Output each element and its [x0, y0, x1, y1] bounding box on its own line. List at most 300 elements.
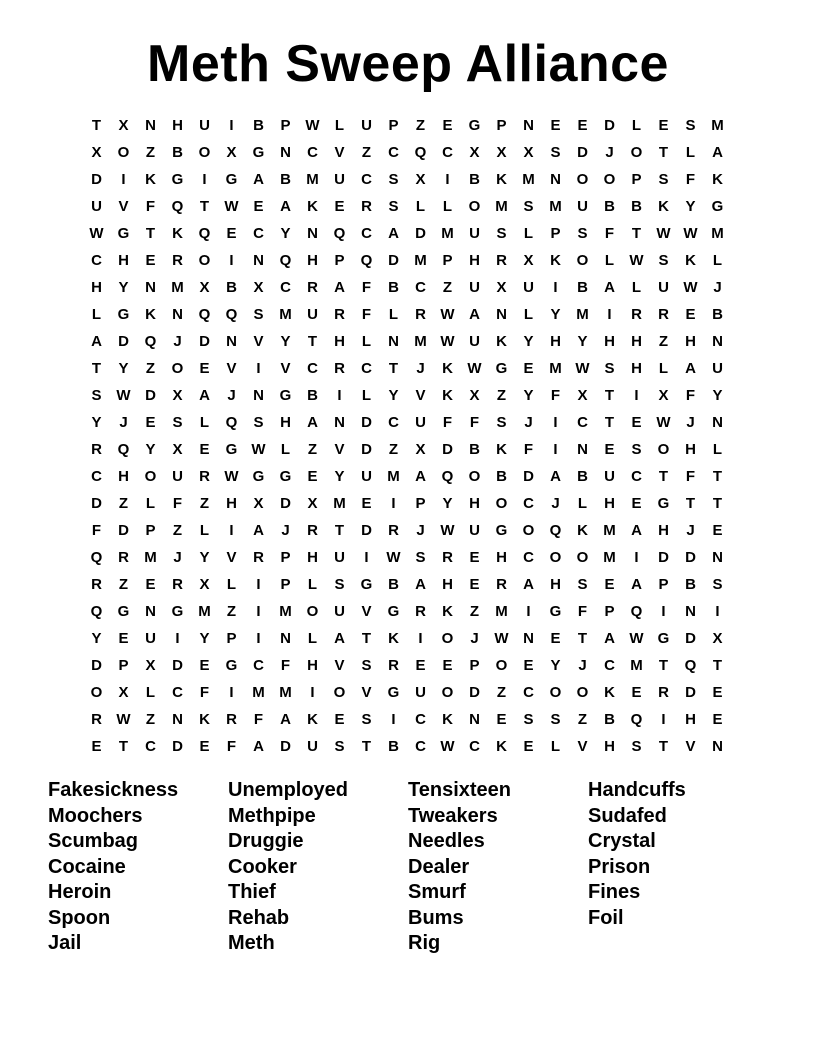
grid-letter: U — [523, 279, 534, 296]
grid-letter: E — [253, 198, 264, 215]
grid-letter: K — [199, 711, 210, 728]
grid-letter: F — [199, 684, 210, 701]
grid-letter: W — [440, 333, 455, 350]
grid-letter: V — [685, 738, 696, 755]
grid-letter: T — [118, 738, 129, 755]
grid-letter: O — [576, 171, 589, 188]
grid-letter: B — [631, 198, 642, 215]
grid-letter: R — [199, 468, 210, 485]
word-column — [408, 778, 588, 957]
grid-letter: Z — [577, 711, 588, 728]
grid-letter: G — [549, 603, 562, 620]
grid-letter: O — [441, 684, 454, 701]
grid-letter: T — [388, 360, 399, 377]
grid-letter: A — [523, 576, 534, 593]
grid-letter: P — [442, 252, 453, 269]
grid-letter: D — [658, 549, 669, 566]
grid-letter: W — [440, 738, 455, 755]
grid-letter: M — [144, 549, 157, 566]
grid-letter: A — [199, 387, 210, 404]
grid-letter: D — [685, 630, 696, 647]
grid-row — [83, 409, 731, 436]
grid-letter: X — [226, 144, 237, 161]
grid-letter: K — [388, 630, 399, 647]
grid-letter: C — [523, 495, 534, 512]
grid-letter: S — [550, 711, 561, 728]
grid-letter: H — [172, 117, 183, 134]
grid-letter: C — [172, 684, 183, 701]
grid-letter: H — [307, 549, 318, 566]
grid-letter: J — [173, 549, 182, 566]
grid-row — [83, 382, 731, 409]
grid-letter: M — [576, 306, 589, 323]
grid-letter: A — [415, 576, 426, 593]
grid-letter: H — [604, 333, 615, 350]
grid-letter: B — [577, 468, 588, 485]
grid-letter: Y — [550, 306, 561, 323]
grid-letter: Z — [361, 144, 372, 161]
grid-letter: O — [495, 495, 508, 512]
grid-letter: L — [388, 306, 399, 323]
grid-letter: N — [550, 171, 561, 188]
grid-letter: B — [604, 198, 615, 215]
grid-letter: Y — [280, 333, 291, 350]
grid-letter: Z — [145, 360, 156, 377]
grid-letter: N — [496, 306, 507, 323]
grid-letter: C — [415, 711, 426, 728]
grid-letter: A — [334, 279, 345, 296]
grid-letter: E — [550, 630, 561, 647]
grid-letter: B — [226, 279, 237, 296]
grid-letter: O — [576, 684, 589, 701]
grid-letter: S — [388, 171, 399, 188]
word-bank-item: Cooker — [228, 855, 297, 878]
grid-letter: N — [388, 333, 399, 350]
grid-letter: M — [441, 225, 454, 242]
grid-letter: X — [415, 171, 426, 188]
grid-letter: O — [549, 684, 562, 701]
grid-letter: H — [91, 279, 102, 296]
grid-letter: L — [307, 576, 318, 593]
grid-letter: L — [361, 387, 372, 404]
grid-letter: W — [116, 387, 131, 404]
grid-letter: Z — [145, 711, 156, 728]
grid-letter: J — [173, 333, 182, 350]
grid-letter: A — [631, 522, 642, 539]
grid-letter: E — [469, 549, 480, 566]
grid-letter: K — [550, 252, 561, 269]
grid-letter: I — [256, 630, 261, 647]
grid-letter: C — [388, 144, 399, 161]
grid-letter: W — [629, 630, 644, 647]
grid-letter: O — [495, 657, 508, 674]
grid-letter: Q — [198, 306, 211, 323]
grid-letter: U — [415, 414, 426, 431]
grid-row — [83, 112, 731, 139]
grid-letter: G — [171, 171, 184, 188]
grid-letter: O — [603, 171, 616, 188]
grid-letter: S — [523, 198, 534, 215]
grid-letter: L — [604, 252, 615, 269]
grid-letter: W — [251, 441, 266, 458]
grid-letter: W — [116, 711, 131, 728]
grid-letter: H — [631, 360, 642, 377]
grid-letter: H — [442, 576, 453, 593]
grid-letter: Y — [442, 495, 453, 512]
grid-letter: S — [415, 549, 426, 566]
grid-letter: E — [334, 711, 345, 728]
grid-letter: S — [658, 171, 669, 188]
grid-letter: C — [361, 360, 372, 377]
grid-letter: G — [387, 684, 400, 701]
grid-letter: G — [171, 603, 184, 620]
grid-letter: F — [361, 306, 372, 323]
grid-letter: V — [280, 360, 291, 377]
grid-letter: D — [415, 225, 426, 242]
grid-letter: S — [577, 576, 588, 593]
grid-letter: K — [712, 171, 723, 188]
grid-letter: T — [604, 414, 615, 431]
grid-letter: P — [145, 522, 156, 539]
grid-letter: G — [495, 360, 508, 377]
grid-letter: L — [145, 684, 156, 701]
grid-letter: A — [604, 630, 615, 647]
word-bank-item: Fines — [588, 881, 641, 903]
grid-letter: P — [469, 657, 480, 674]
grid-letter: I — [364, 549, 369, 566]
grid-letter: N — [145, 117, 156, 134]
word-bank-item: Meth — [228, 932, 275, 954]
grid-row — [83, 490, 731, 517]
grid-letter: O — [468, 198, 481, 215]
grid-letter: M — [603, 522, 616, 539]
grid-letter: L — [631, 117, 642, 134]
grid-letter: E — [550, 117, 561, 134]
grid-letter: L — [442, 198, 453, 215]
word-bank-item: Rehab — [228, 906, 290, 929]
grid-letter: Z — [118, 576, 129, 593]
grid-letter: S — [172, 414, 183, 431]
word-bank-item: Spoon — [48, 906, 111, 929]
grid-row — [83, 706, 731, 733]
word-bank-item: Handcuffs — [588, 779, 686, 801]
grid-letter: O — [333, 684, 346, 701]
grid-letter: R — [442, 549, 453, 566]
grid-letter: T — [361, 630, 372, 647]
grid-letter: T — [685, 495, 696, 512]
grid-letter: Q — [90, 549, 103, 566]
grid-letter: D — [685, 549, 696, 566]
grid-letter: S — [631, 738, 642, 755]
grid-letter: N — [712, 738, 723, 755]
grid-letter: E — [361, 495, 372, 512]
grid-letter: D — [685, 684, 696, 701]
grid-letter: H — [685, 441, 696, 458]
grid-letter: M — [549, 360, 562, 377]
grid-letter: T — [91, 117, 102, 134]
grid-letter: P — [550, 225, 561, 242]
grid-letter: E — [118, 630, 129, 647]
grid-letter: A — [550, 468, 561, 485]
grid-letter: D — [91, 171, 102, 188]
grid-letter: A — [307, 414, 318, 431]
word-bank-item: Crystal — [588, 830, 656, 852]
grid-letter: C — [253, 657, 264, 674]
grid-letter: X — [415, 441, 426, 458]
grid-letter: R — [658, 684, 669, 701]
grid-letter: I — [634, 549, 639, 566]
grid-letter: H — [307, 252, 318, 269]
grid-letter: L — [91, 306, 102, 323]
grid-letter: N — [577, 441, 588, 458]
grid-letter: M — [711, 117, 724, 134]
grid-letter: U — [658, 279, 669, 296]
grid-letter: Z — [415, 117, 426, 134]
grid-letter: X — [496, 144, 507, 161]
grid-letter: D — [172, 657, 183, 674]
grid-letter: Z — [388, 441, 399, 458]
grid-letter: K — [496, 441, 507, 458]
grid-letter: Q — [117, 441, 130, 458]
grid-letter: U — [361, 117, 372, 134]
grid-letter: L — [523, 225, 534, 242]
grid-letter: H — [334, 333, 345, 350]
grid-row — [83, 436, 731, 463]
grid-letter: C — [415, 738, 426, 755]
grid-letter: E — [631, 414, 642, 431]
grid-letter: D — [91, 657, 102, 674]
grid-letter: M — [333, 495, 346, 512]
grid-letter: K — [442, 387, 453, 404]
grid-row — [83, 463, 731, 490]
grid-letter: R — [253, 549, 264, 566]
grid-letter: D — [442, 441, 453, 458]
grid-letter: C — [523, 549, 534, 566]
grid-letter: V — [361, 684, 372, 701]
grid-letter: S — [91, 387, 102, 404]
grid-letter: O — [198, 252, 211, 269]
grid-letter: K — [442, 711, 453, 728]
grid-letter: Y — [118, 360, 129, 377]
grid-row — [83, 193, 731, 220]
grid-letter: R — [307, 279, 318, 296]
grid-letter: O — [441, 630, 454, 647]
grid-letter: U — [604, 468, 615, 485]
grid-letter: L — [145, 495, 156, 512]
grid-letter: V — [253, 333, 264, 350]
grid-letter: D — [361, 414, 372, 431]
grid-letter: T — [577, 630, 588, 647]
grid-letter: P — [334, 252, 345, 269]
grid-letter: B — [307, 387, 318, 404]
grid-letter: E — [145, 252, 156, 269]
grid-letter: R — [334, 360, 345, 377]
word-bank-item: Sudafed — [588, 804, 667, 827]
grid-letter: N — [685, 603, 696, 620]
grid-letter: D — [199, 333, 210, 350]
grid-letter: J — [281, 522, 290, 539]
grid-letter: Z — [469, 603, 480, 620]
grid-letter: F — [685, 387, 696, 404]
grid-letter: V — [334, 657, 345, 674]
grid-letter: H — [118, 468, 129, 485]
grid-letter: X — [145, 657, 156, 674]
grid-letter: M — [279, 306, 292, 323]
grid-row — [83, 625, 731, 652]
grid-letter: T — [658, 468, 669, 485]
grid-letter: B — [253, 117, 264, 134]
grid-letter: D — [523, 468, 534, 485]
grid-row — [83, 166, 731, 193]
grid-letter: A — [91, 333, 102, 350]
grid-letter: S — [388, 198, 399, 215]
word-bank-item: Bums — [408, 906, 464, 929]
grid-letter: B — [604, 711, 615, 728]
grid-letter: M — [387, 468, 400, 485]
grid-letter: X — [118, 117, 129, 134]
grid-letter: U — [172, 468, 183, 485]
grid-letter: H — [550, 333, 561, 350]
grid-letter: M — [495, 198, 508, 215]
grid-letter: C — [523, 684, 534, 701]
grid-letter: G — [225, 657, 238, 674]
grid-letter: W — [224, 198, 239, 215]
grid-letter: Y — [388, 387, 399, 404]
grid-letter: I — [202, 171, 207, 188]
grid-letter: R — [496, 252, 507, 269]
word-bank-item: Tweakers — [408, 804, 498, 827]
letter-grid — [83, 112, 731, 760]
grid-letter: T — [307, 333, 318, 350]
grid-letter: H — [685, 711, 696, 728]
grid-letter: U — [307, 306, 318, 323]
grid-letter: R — [172, 576, 183, 593]
grid-letter: D — [361, 522, 372, 539]
grid-letter: X — [253, 495, 264, 512]
grid-letter: N — [280, 630, 291, 647]
grid-letter: Z — [118, 495, 129, 512]
word-bank-item: Rig — [408, 932, 441, 954]
grid-letter: L — [577, 495, 588, 512]
grid-letter: O — [522, 522, 535, 539]
grid-letter: Q — [198, 225, 211, 242]
grid-letter: K — [496, 171, 507, 188]
grid-letter: Z — [307, 441, 318, 458]
grid-letter: N — [334, 414, 345, 431]
grid-letter: J — [713, 279, 722, 296]
grid-letter: D — [145, 387, 156, 404]
grid-letter: E — [658, 117, 669, 134]
grid-letter: R — [388, 522, 399, 539]
grid-letter: T — [712, 468, 723, 485]
grid-letter: A — [388, 225, 399, 242]
grid-letter: G — [279, 387, 292, 404]
grid-letter: A — [280, 711, 291, 728]
grid-letter: X — [91, 144, 102, 161]
grid-letter: T — [361, 738, 372, 755]
grid-letter: T — [658, 657, 669, 674]
grid-letter: Y — [577, 333, 588, 350]
grid-letter: U — [145, 630, 156, 647]
grid-letter: X — [658, 387, 669, 404]
grid-letter: U — [469, 279, 480, 296]
word-bank-item: Heroin — [48, 881, 112, 903]
grid-letter: E — [199, 360, 210, 377]
grid-letter: K — [145, 306, 156, 323]
grid-letter: Q — [684, 657, 697, 674]
grid-letter: Q — [279, 252, 292, 269]
grid-letter: I — [661, 711, 666, 728]
grid-letter: N — [253, 252, 264, 269]
grid-letter: W — [683, 279, 698, 296]
grid-row — [83, 328, 731, 355]
grid-letter: F — [280, 657, 291, 674]
grid-letter: G — [711, 198, 724, 215]
grid-letter: Z — [199, 495, 210, 512]
grid-letter: O — [90, 684, 103, 701]
grid-letter: P — [280, 117, 291, 134]
grid-letter: Z — [172, 522, 183, 539]
grid-letter: W — [440, 522, 455, 539]
grid-letter: R — [226, 711, 237, 728]
grid-letter: C — [280, 279, 291, 296]
grid-letter: P — [658, 576, 669, 593]
grid-letter: D — [469, 684, 480, 701]
grid-letter: N — [280, 144, 291, 161]
grid-letter: I — [661, 603, 666, 620]
grid-letter: M — [522, 171, 535, 188]
grid-letter: I — [337, 387, 342, 404]
word-column — [588, 778, 768, 957]
grid-letter: S — [496, 414, 507, 431]
grid-letter: B — [388, 738, 399, 755]
grid-letter: U — [334, 171, 345, 188]
grid-letter: U — [469, 225, 480, 242]
grid-letter: B — [388, 279, 399, 296]
grid-letter: F — [604, 225, 615, 242]
grid-letter: G — [657, 630, 670, 647]
grid-letter: U — [334, 549, 345, 566]
grid-letter: Y — [199, 630, 210, 647]
word-bank-item: Cocaine — [48, 855, 126, 878]
grid-letter: O — [657, 441, 670, 458]
grid-letter: T — [712, 495, 723, 512]
grid-row — [83, 301, 731, 328]
grid-letter: G — [117, 603, 130, 620]
grid-letter: T — [145, 225, 156, 242]
grid-letter: A — [712, 144, 723, 161]
word-bank-item: Scumbag — [48, 830, 139, 852]
grid-letter: D — [118, 522, 129, 539]
grid-letter: Z — [145, 144, 156, 161]
grid-letter: A — [253, 171, 264, 188]
grid-letter: I — [391, 495, 396, 512]
grid-letter: T — [604, 387, 615, 404]
word-bank-item: Druggie — [228, 830, 304, 852]
grid-row — [83, 652, 731, 679]
grid-letter: F — [145, 198, 156, 215]
grid-letter: X — [172, 441, 183, 458]
grid-letter: W — [575, 360, 590, 377]
grid-row — [83, 274, 731, 301]
grid-letter: F — [685, 171, 696, 188]
grid-letter: O — [198, 144, 211, 161]
grid-letter: D — [91, 495, 102, 512]
grid-letter: R — [415, 306, 426, 323]
grid-letter: N — [145, 603, 156, 620]
grid-letter: N — [172, 711, 183, 728]
word-bank — [48, 778, 768, 957]
